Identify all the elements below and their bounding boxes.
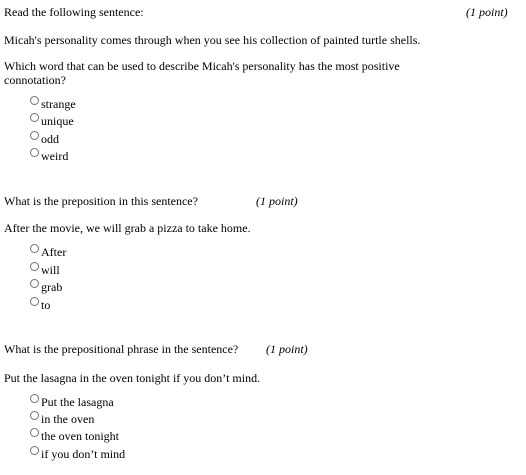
q3-sentence: Put the lasagna in the oven tonight if you don’t mind. — [4, 371, 261, 385]
radio-button[interactable] — [30, 394, 39, 403]
q1-option-label[interactable]: weird — [41, 148, 69, 163]
radio-button[interactable] — [30, 428, 39, 437]
q3-option-label[interactable]: in the oven — [41, 411, 95, 426]
q2-option-after[interactable] — [30, 244, 66, 259]
radio-button[interactable] — [30, 279, 39, 288]
q2-option-to[interactable] — [30, 297, 50, 312]
q2-question: What is the preposition in this sentence? — [4, 194, 198, 208]
q3-option-in-the-oven[interactable] — [30, 411, 94, 426]
q1-option-strange[interactable] — [30, 96, 76, 111]
q3-points: (1 point) — [266, 342, 308, 356]
radio-button[interactable] — [30, 131, 39, 140]
radio-button[interactable] — [30, 411, 39, 420]
q1-question: Which word that can be used to describe Micah's personality has the most positive connotation? — [4, 59, 400, 87]
q2-option-label[interactable]: to — [41, 297, 51, 312]
q3-option-put-the-lasagna[interactable] — [30, 394, 114, 409]
q2-option-grab[interactable] — [30, 279, 62, 294]
q3-option-label[interactable]: the oven tonight — [41, 428, 119, 443]
q3-option-label[interactable]: Put the lasagna — [41, 394, 114, 409]
q1-option-label[interactable]: strange — [41, 96, 76, 111]
q3-option-label[interactable]: if you don’t mind — [41, 446, 126, 461]
q2-option-will[interactable] — [30, 262, 60, 277]
radio-button[interactable] — [30, 96, 39, 105]
q1-points: (1 point) — [466, 5, 508, 19]
q1-prompt: Read the following sentence: — [4, 5, 144, 19]
radio-button[interactable] — [30, 113, 39, 122]
q1-option-label[interactable]: odd — [41, 131, 59, 146]
radio-button[interactable] — [30, 262, 39, 271]
q1-option-weird[interactable] — [30, 148, 68, 163]
radio-button[interactable] — [30, 244, 39, 253]
q2-option-label[interactable]: will — [41, 262, 60, 277]
q2-sentence: After the movie, we will grab a pizza to take home. — [4, 221, 251, 235]
q3-option-the-oven-tonight[interactable] — [30, 428, 119, 443]
radio-button[interactable] — [30, 446, 39, 455]
q3-question: What is the prepositional phrase in the sentence? — [4, 342, 239, 356]
q3-option-if-you-dont-mind[interactable] — [30, 446, 125, 461]
q1-option-odd[interactable] — [30, 131, 59, 146]
q2-option-label[interactable]: After — [41, 244, 67, 259]
q1-option-label[interactable]: unique — [41, 113, 74, 128]
q1-sentence: Micah's personality comes through when you see his collection of painted turtle shells. — [4, 33, 421, 47]
radio-button[interactable] — [30, 148, 39, 157]
radio-button[interactable] — [30, 297, 39, 306]
q1-option-unique[interactable] — [30, 113, 74, 128]
q2-points: (1 point) — [256, 194, 298, 208]
q2-option-label[interactable]: grab — [41, 279, 63, 294]
